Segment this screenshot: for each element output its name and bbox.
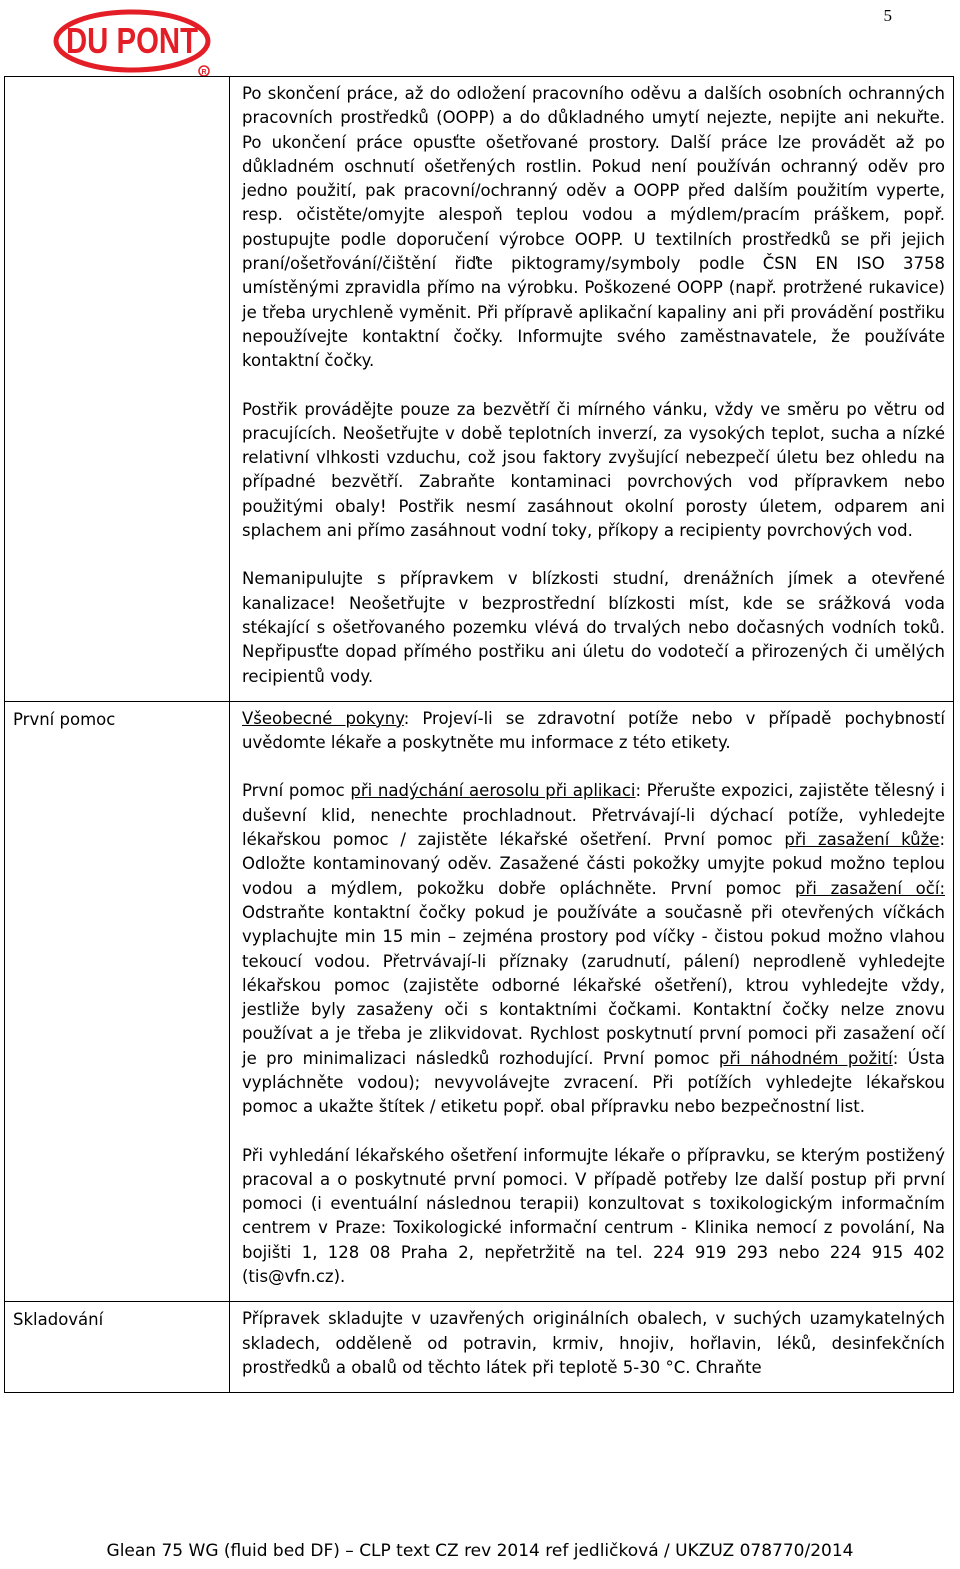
text-run: Odstraňte kontaktní čočky pokud je používáte a současně při otevřených víčkách vyplachujte min 15 min – zejména prostory pod víčky - čistou pokud možno vlahou tekoucí vodou. Přetrvávají-li příznaky (zarudnutí, pálení) neprodleně vyhledejte lékařskou pomoc (zajistěte odborné lékařské ošetření), ktrou vyhledejte vždy, jestliže byly zasaženy oči s kontaktními čočkami. Kontaktní čočky nelze znovu používat a je třeba je zlikvidovat. Rychlost poskytnutí první pomoci při zasažení očí je pro minimalizaci následků rozhodující. První pomoc xyxy=(242,902,945,1068)
paragraph: Při vyhledání lékařského ošetření informujte lékaře o přípravku, se kterým postižený pracoval a o poskytnuté první pomoci. V případě potřeby lze další postup při první pomoci (i eventuální následnou terapii) konzultovat s toxikologickým informačním centrem v Praze: Toxikologické informační centrum - Klinika nemocí z povolání, Na bojišti 1, 128 08 Praha 2, nepřetržitě na tel. 224 919 293 nebo 224 915 402 (tis@vfn.cz). xyxy=(242,1145,945,1287)
text-run: : Přerušte expozici, zajistěte tělesný i duševní klid, nenechte prochladnout. Přetrvávají-li dýchací potíže, vyhledejte lékařskou pomoc / zajistěte lékařské ošetření. První pomoc xyxy=(242,781,945,850)
underlined-heading: při zasažení očí: xyxy=(795,878,945,898)
table-row xyxy=(5,77,954,702)
underlined-heading: Všeobecné pokyny xyxy=(242,708,404,728)
underlined-heading: při zasažení kůže xyxy=(784,830,940,850)
paragraph xyxy=(242,707,945,756)
underlined-heading: při nadýchání aerosolu při aplikaci xyxy=(350,781,636,801)
row-content xyxy=(230,77,954,702)
text-run: První pomoc xyxy=(242,781,351,801)
text-run: : Projeví-li se zdravotní potíže nebo v případě pochybností uvědomte lékaře a poskytněte mu informace z této etikety. xyxy=(242,708,945,753)
text-run: : Ústa vypláchněte vodou); nevyvolávejte zvracení. Při potížích vyhledejte lékařskou pomoc a ukažte štítek / etiketu popř. obal přípravku nebo bezpečnostní list. xyxy=(242,1048,945,1117)
row-label: Skladování xyxy=(5,1302,230,1393)
page-number: 5 xyxy=(883,6,892,25)
svg-text:R: R xyxy=(201,69,207,76)
paragraph: Po skončení práce, až do odložení pracovního oděvu a dalších osobních ochranných pracovních prostředků (OOPP) a do důkladného umytí nejezte, nepijte ani nekuřte. Po ukončení práce opusťte ošetřované prostory. Další práce lze provádět až po důkladném oschnutí ošetřených rostlin. Pokud není používán ochranný oděv pro jedno použití, pak pracovní/ochranný oděv a OOPP před dalším použitím vyperte, resp. očistěte/omyjte alespoň teplou vodou a mýdlem/pracím práškem, popř. postupujte podle doporučení výrobce OOPP. U textilních prostředků se při jejich praní/ošetřování/čištění řiďte piktogramy/symboly podle ČSN EN ISO 3758 umístěnými zpravidla přímo na výrobku. Poškozené OOPP (např. protržené rukavice) je třeba urychleně vyměnit. Při přípravě aplikační kapaliny ani při provádění postřiku nepoužívejte kontaktní čočky. Informujte svého zaměstnavatele, že používáte kontaktní čočky. xyxy=(242,84,945,371)
content-table xyxy=(4,76,954,1393)
dupont-logo xyxy=(52,8,216,78)
row-label: První pomoc xyxy=(5,701,230,1302)
text-run: : Odložte kontaminovaný oděv. Zasažené části pokožky umyjte pokud možno teplou vodou a mýdlem, pokožku dobře opláchněte. První pomoc xyxy=(242,830,946,898)
logo-text: DU PONT xyxy=(66,20,199,61)
row-label xyxy=(5,77,230,702)
paragraph xyxy=(242,779,945,1119)
underlined-heading: při náhodném požití xyxy=(718,1048,893,1068)
row-content xyxy=(230,1302,954,1393)
page-footer: Glean 75 WG (fluid bed DF) – CLP text CZ rev 2014 ref jedličková / UKZUZ 078770/2014 xyxy=(106,1541,854,1561)
row-content xyxy=(230,701,954,1302)
paragraph: Nemanipulujte s přípravkem v blízkosti studní, drenážních jímek a otevřené kanalizace! Neošetřujte v bezprostřední blízkosti míst, kde se srážková voda stékající s ošetřovaného pozemku vlévá do trvalých nebo dočasných vodních toků. Nepřipusťte dopad přímého postřiku ani úletu do vodotečí a přirozených či umělých recipientů vody. xyxy=(242,569,945,686)
paragraph: Postřik provádějte pouze za bezvětří či mírného vánku, vždy ve směru po větru od pracujících. Neošetřujte v době teplotních inverzí, za vysokých teplot, sucha a nízké relativní vlhkosti vzduchu, což jsou faktory zvyšující nebezpečí úletu bez ohledu na případné bezvětří. Zabraňte kontaminaci povrchových vod přípravkem nebo použitými obaly! Postřik nesmí zasáhnout okolní porosty úletem, odparem ani splachem ani přímo zasáhnout vodní toky, příkopy a recipienty povrchových vod. xyxy=(242,399,945,541)
table-row xyxy=(5,1302,954,1393)
table-row xyxy=(5,701,954,1302)
paragraph: Přípravek skladujte v uzavřených originálních obalech, v suchých uzamykatelných skladech, odděleně od potravin, krmiv, hnojiv, hořlavin, léků, desinfekčních prostředků a obalů od těchto látek při teplotě 5-30 °C. Chraňte xyxy=(242,1309,945,1377)
